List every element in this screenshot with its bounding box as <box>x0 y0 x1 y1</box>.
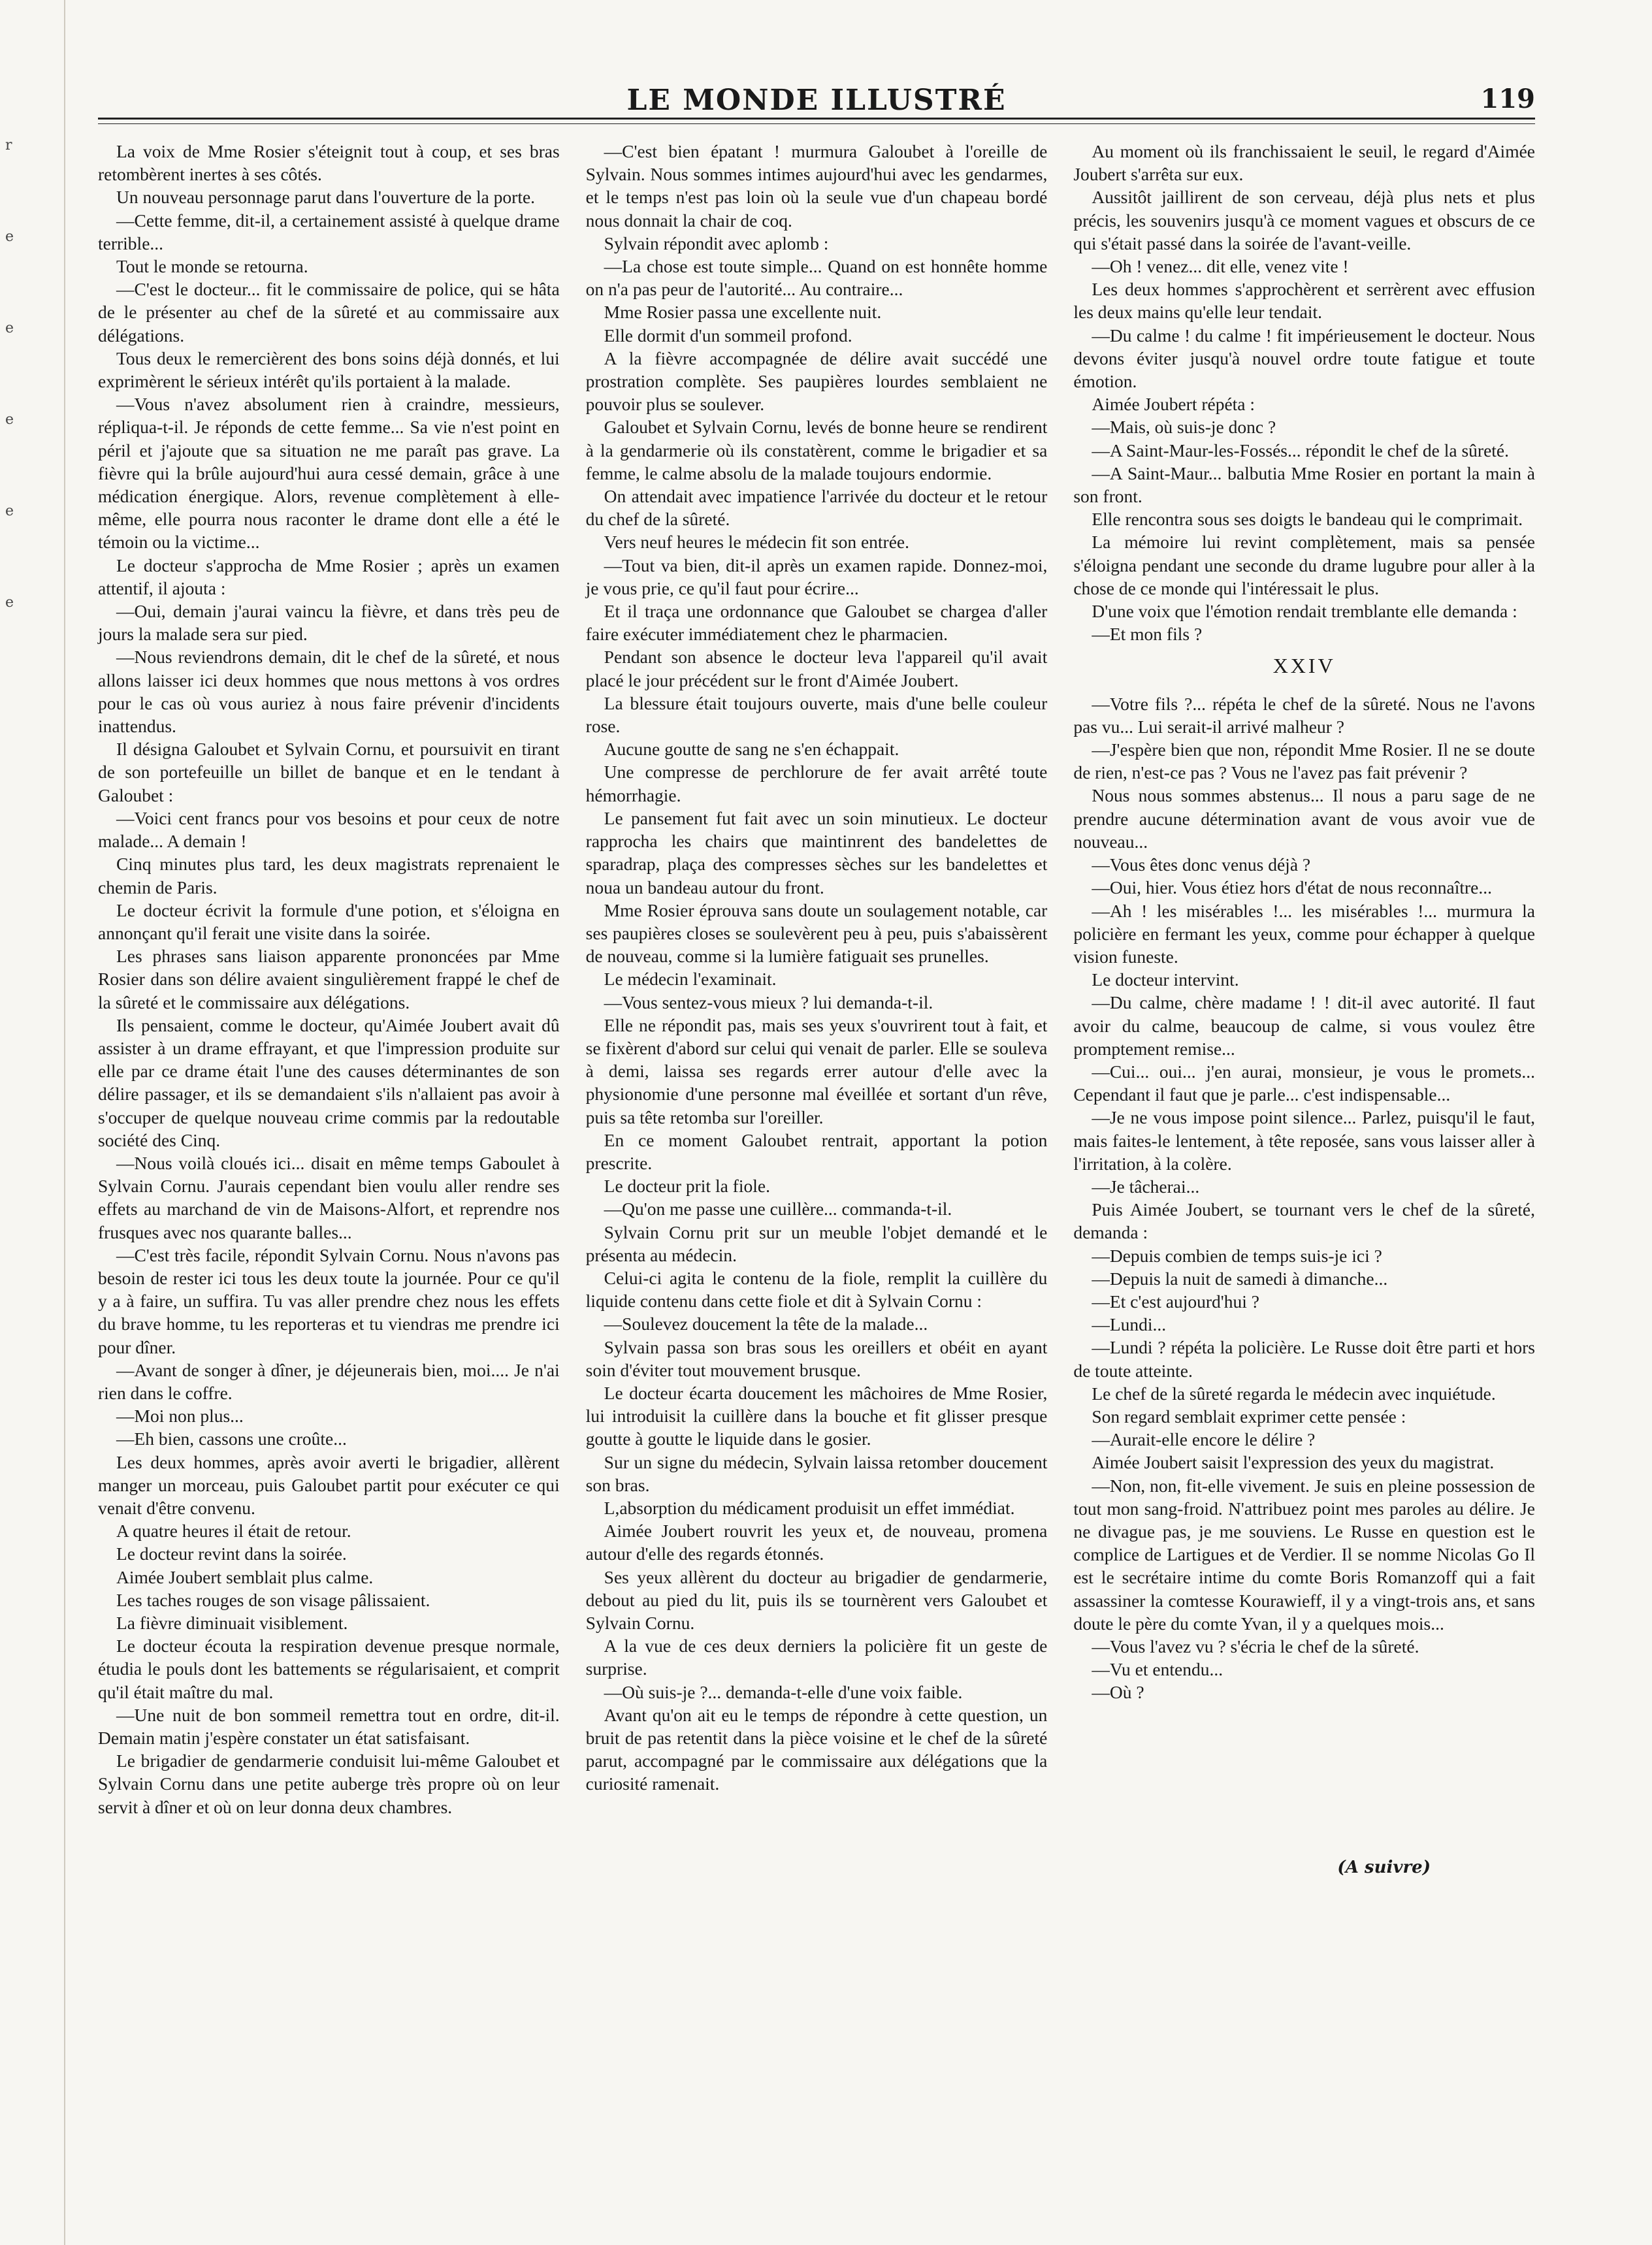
paragraph: —J'espère bien que non, répondit Mme Rosier. Il ne se doute de rien, n'est-ce pas ? Vous ne l'avez pas fait prévenir ? <box>1073 739 1536 783</box>
paragraph: Tout le monde se retourna. <box>116 256 308 277</box>
paragraph: A la fièvre accompagnée de délire avait succédé une prostration complète. Ses paupières lourdes semblaient ne pouvoir plus se soulever. <box>585 347 1048 415</box>
paragraph: Sylvain passa son bras sous les oreillers et obéit en ayant soin d'éviter tout mouvement brusque. <box>585 1336 1048 1380</box>
paragraph: —Je tâcherai... <box>1092 1176 1200 1197</box>
paragraph: —Où suis-je ?... demanda-t-elle d'une voix faible. <box>604 1681 963 1702</box>
text-columns <box>98 140 1535 1818</box>
paragraph: —C'est le docteur... fit le commissaire de police, qui se hâta de le présenter au chef de la sûreté et au commissaire aux délégations. <box>98 279 560 346</box>
column-3 <box>1073 140 1535 1818</box>
paragraph: Et il traça une ordonnance que Galoubet se chargea d'aller faire exécuter immédiatement chez le pharmacien. <box>585 601 1048 645</box>
page-number: 119 <box>1480 84 1535 114</box>
paragraph: —Non, non, fit-elle vivement. Je suis en pleine possession de tout mon sang-froid. N'attribuez point mes paroles au délire. Je ne divague pas, je me souviens. Le Russe en question est le complice de Lartigues et de Verdier. Il se nomme Nicolas Go Il est le secrétaire intime du comte Boris Romanzoff qui a fait assassiner la comtesse Kourawieff, il y a vingt-trois ans, et sans doute le père du comte Yvan, il y a quelques mois... <box>1073 1475 1536 1634</box>
paragraph: A la vue de ces deux derniers la policière fit un geste de surprise. <box>585 1636 1048 1679</box>
paragraph: —Depuis la nuit de samedi à dimanche... <box>1092 1268 1388 1289</box>
paragraph: —C'est bien épatant ! murmura Galoubet à l'oreille de Sylvain. Nous sommes intimes aujourd'hui avec les gendarmes, et le temps n'est pas loin où la seule vue d'un chapeau bordé nous donnait la chair de coq. <box>585 141 1048 231</box>
paragraph: —Du calme ! du calme ! fit impérieusement le docteur. Nous devons éviter jusqu'à nouvel ordre toute fatigue et toute émotion. <box>1073 325 1536 392</box>
paragraph: Le docteur revint dans la soirée. <box>116 1543 347 1564</box>
paragraph: Elle rencontra sous ses doigts le bandeau qui le comprimait. <box>1092 509 1523 530</box>
paragraph: —Voici cent francs pour vos besoins et pour ceux de notre malade... A demain ! <box>98 807 560 852</box>
paragraph: Cinq minutes plus tard, les deux magistrats reprenaient le chemin de Paris. <box>98 854 560 897</box>
paragraph: —Vous sentez-vous mieux ? lui demanda-t-il. <box>604 992 933 1012</box>
paragraph: —Vous l'avez vu ? s'écria le chef de la sûreté. <box>1092 1636 1419 1656</box>
masthead-title: LE MONDE ILLUSTRÉ <box>626 84 1007 117</box>
paragraph: A quatre heures il était de retour. <box>116 1521 351 1542</box>
paragraph: Ses yeux allèrent du docteur au brigadier de gendarmerie, debout au pied du lit, puis ils se tournèrent vers Galoubet et Sylvain Cornu. <box>585 1566 1048 1633</box>
margin-mark: e <box>5 320 14 336</box>
column-2 <box>586 140 1048 1818</box>
paragraph: D'une voix que l'émotion rendait tremblante elle demanda : <box>1092 601 1517 622</box>
paragraph: Elle dormit d'un sommeil profond. <box>604 325 852 346</box>
paragraph: —Eh bien, cassons une croûte... <box>116 1429 347 1449</box>
column-1 <box>98 140 560 1818</box>
paragraph: Avant qu'on ait eu le temps de répondre à cette question, un bruit de pas retentit dans la pièce voisine et le chef de la sûreté parut, accompagné par le commissaire aux délégations que la curiosité ramenait. <box>585 1704 1048 1794</box>
paragraph: Sylvain répondit avec aplomb : <box>604 233 829 253</box>
paragraph: —Avant de songer à dîner, je déjeunerais bien, moi.... Je n'ai rien dans le coffre. <box>98 1359 560 1403</box>
paragraph: —Votre fils ?... répéta le chef de la sûreté. Nous ne l'avons pas vu... Lui serait-il arrivé malheur ? <box>1073 693 1536 737</box>
paragraph: Nous nous sommes abstenus... Il nous a paru sage de ne prendre aucune détermination avant de vous avoir vue de nouveau... <box>1073 785 1536 852</box>
paragraph: Sur un signe du médecin, Sylvain laissa retomber doucement son bras. <box>585 1451 1048 1495</box>
paragraph: Il désigna Galoubet et Sylvain Cornu, et poursuivit en tirant de son portefeuille un billet de banque et en le tendant à Galoubet : <box>98 739 560 805</box>
paragraph: Le docteur intervint. <box>1092 969 1239 990</box>
paragraph: Le brigadier de gendarmerie conduisit lui-même Galoubet et Sylvain Cornu dans une petite auberge très propre où on leur servit à dîner et où on leur donna deux chambres. <box>98 1751 560 1817</box>
margin-mark: e <box>5 503 14 519</box>
paragraph: —A Saint-Maur-les-Fossés... répondit le chef de la sûreté. <box>1092 440 1510 460</box>
paragraph: —Où ? <box>1092 1682 1144 1703</box>
paragraph: L,absorption du médicament produisit un effet immédiat. <box>604 1497 1015 1518</box>
paragraph: —Et mon fils ? <box>1092 624 1203 645</box>
paragraph: —Ah ! les misérables !... les misérables !... murmura la policière en fermant les yeux, comme pour échapper à quelque vision funeste. <box>1073 900 1536 967</box>
paragraph: —Nous reviendrons demain, dit le chef de la sûreté, et nous allons laisser ici deux hommes que nous mettons à vos ordres pour le cas où vous auriez à nous faire prévenir d'incidents inattendus. <box>98 647 560 737</box>
paragraph: —Tout va bien, dit-il après un examen rapide. Donnez-moi, je vous prie, ce qu'il faut pour écrire... <box>585 555 1048 598</box>
paragraph: Le pansement fut fait avec un soin minutieux. Le docteur rapprocha les chairs que maintinrent des bandelettes de sparadrap, plaça des compresses sèches sur les bandelettes et noua un bandeau autour du front. <box>585 807 1048 897</box>
paragraph: Mme Rosier passa une excellente nuit. <box>604 302 882 323</box>
paragraph: —C'est très facile, répondit Sylvain Cornu. Nous n'avons pas besoin de rester ici tous les deux toute la journée. Pour ce qu'il y a à faire, un suffira. Tu vas aller prendre chez nous les effets du brave homme, tu les reporteras et tu viendras me prendre ici pour dîner. <box>98 1244 560 1357</box>
paragraph: Un nouveau personnage parut dans l'ouverture de la porte. <box>116 187 536 208</box>
margin-mark: e <box>5 412 14 428</box>
paragraph: —Vu et entendu... <box>1092 1659 1223 1680</box>
paragraph: —Vous êtes donc venus déjà ? <box>1092 854 1311 875</box>
paragraph: Puis Aimée Joubert, se tournant vers le chef de la sûreté, demanda : <box>1073 1199 1536 1243</box>
paragraph: Celui-ci agita le contenu de la fiole, remplit la cuillère du liquide contenu dans cette fiole et dit à Sylvain Cornu : <box>585 1267 1048 1312</box>
paragraph: —Vous n'avez absolument rien à craindre, messieurs, répliqua-t-il. Je réponds de cette femme... Sa vie n'est point en péril et j'ajoute que sa situation ne me paraît pas grave. La fièvre qui la brûle aujourd'hui aura cessé demain, grâce à une médication énergique. Alors, revenue complètement à elle-même, elle pourra nous raconter le drame dont elle a été le témoin ou la victime... <box>98 394 560 553</box>
paragraph: Aimée Joubert saisit l'expression des yeux du magistrat. <box>1092 1452 1495 1473</box>
paragraph: Les deux hommes, après avoir averti le brigadier, allèrent manger un morceau, puis Galoubet partit pour exécuter ce qui venait d'être convenu. <box>98 1451 560 1518</box>
paragraph: —Du calme, chère madame ! ! dit-il avec autorité. Il faut avoir du calme, beaucoup de calme, si vous voulez être promptement remise... <box>1073 992 1536 1059</box>
paragraph: Sylvain Cornu prit sur un meuble l'objet demandé et le présenta au médecin. <box>585 1221 1048 1265</box>
paragraph: Tous deux le remercièrent des bons soins déjà donnés, et lui exprimèrent le sérieux intérêt qu'ils portaient à la malade. <box>98 347 560 392</box>
paragraph: —Qu'on me passe une cuillère... commanda-t-il. <box>604 1199 952 1219</box>
paragraph: —Aurait-elle encore le délire ? <box>1092 1429 1316 1450</box>
paragraph: —Oui, demain j'aurai vaincu la fièvre, et dans très peu de jours la malade sera sur pied. <box>98 601 560 645</box>
paragraph: Le docteur écrivit la formule d'une potion, et s'éloigna en annonçant qu'il ferait une visite dans la soirée. <box>98 899 560 943</box>
paragraph: —Une nuit de bon sommeil remettra tout en ordre, dit-il. Demain matin j'espère constater un état satisfaisant. <box>98 1704 560 1749</box>
newspaper-page <box>98 78 1535 1877</box>
margin-mark: e <box>5 594 14 611</box>
paragraph: Aimée Joubert répéta : <box>1092 394 1255 415</box>
paragraph: Les deux hommes s'approchèrent et serrèrent avec effusion les deux mains qu'elle leur tendait. <box>1073 279 1536 323</box>
paragraph: Aimée Joubert semblait plus calme. <box>116 1566 374 1587</box>
paragraph: —Cui... oui... j'en aurai, monsieur, je vous le promets... Cependant il faut que je parle... c'est indispensable... <box>1073 1061 1536 1105</box>
paragraph: La voix de Mme Rosier s'éteignit tout à coup, et ses bras retombèrent inertes à ses côtés. <box>98 141 560 185</box>
margin-mark: r <box>5 137 12 153</box>
paragraph: La blessure était toujours ouverte, mais d'une belle couleur rose. <box>585 692 1048 737</box>
page-header <box>98 78 1535 120</box>
paragraph: Galoubet et Sylvain Cornu, levés de bonne heure se rendirent à la gendarmerie où ils constatèrent, comme le brigadier et sa femme, le calme absolu de la malade toujours endormie. <box>585 417 1048 483</box>
paragraph: Le docteur écarta doucement les mâchoires de Mme Rosier, lui introduisit la cuillère dans la bouche et fit glisser presque goutte à goutte le liquide dans le gosier. <box>585 1382 1048 1449</box>
paragraph: Mme Rosier éprouva sans doute un soulagement notable, car ses paupières closes se soulevèrent peu à peu, puis s'abaissèrent de nouveau, comme si la lumière fatiguait ses prunelles. <box>585 899 1048 967</box>
paragraph: —Oui, hier. Vous étiez hors d'état de nous reconnaître... <box>1092 877 1492 898</box>
binding-rule <box>64 0 65 2245</box>
paragraph: La mémoire lui revint complètement, mais sa pensée s'éloigna pendant une seconde du drame lugubre pour aller à la chose de ce monde qui l'intéressait le plus. <box>1073 532 1536 598</box>
paragraph: —Soulevez doucement la tête de la malade... <box>604 1314 928 1334</box>
paragraph: Vers neuf heures le médecin fit son entrée. <box>604 532 909 553</box>
paragraph: Le médecin l'examinait. <box>604 969 777 990</box>
paragraph: La fièvre diminuait visiblement. <box>116 1613 348 1633</box>
paragraph: En ce moment Galoubet rentrait, apportant la potion prescrite. <box>585 1129 1048 1173</box>
header-rule <box>98 123 1535 124</box>
paragraph: —Moi non plus... <box>116 1406 244 1427</box>
paragraph: Aussitôt jaillirent de son cerveau, déjà plus nets et plus précis, les souvenirs jusqu'à ce moment vagues et obscurs de ce qui s'était passé dans la soirée de l'avant-veille. <box>1073 187 1536 253</box>
paragraph: Les phrases sans liaison apparente prononcées par Mme Rosier dans son délire avaient singulièrement frappé le chef de la sûreté et le commissaire aux délégations. <box>98 946 560 1012</box>
paragraph: —Lundi ? répéta la policière. Le Russe doit être parti et hors de toute atteinte. <box>1073 1337 1536 1381</box>
paragraph: Le docteur prit la fiole. <box>604 1176 770 1197</box>
paragraph: Ils pensaient, comme le docteur, qu'Aimée Joubert avait dû assister à un drame effrayant, et que l'impression produite sur elle par ce drame était l'une des causes déterminantes de son délire passager, et ils se demandaient s'ils n'allaient pas avoir à s'occuper de quelque nouveau crime commis par la redoutable société des Cinq. <box>98 1014 560 1150</box>
left-margin-marks <box>0 98 26 2123</box>
paragraph: Une compresse de perchlorure de fer avait arrêté toute hémorrhagie. <box>585 762 1048 805</box>
paragraph: Elle ne répondit pas, mais ses yeux s'ouvrirent tout à fait, et se fixèrent d'abord sur celui qui venait de parler. Elle se souleva à demi, laissa ses regards errer autour d'elle avec la physionomie d'une personne mal éveillée et sortant d'un rêve, puis sa tête retomba sur l'oreiller. <box>585 1014 1048 1127</box>
to-be-continued: (A suivre) <box>1337 1857 1431 1877</box>
paragraph: —Oh ! venez... dit elle, venez vite ! <box>1092 256 1349 277</box>
paragraph: —Nous voilà cloués ici... disait en même temps Gaboulet à Sylvain Cornu. J'aurais cependant bien voulu aller rendre ses effets au marchand de vin de Maisons-Alfort, et reprendre nos frusques avec nos quarante balles... <box>98 1152 560 1242</box>
paragraph: —Mais, où suis-je donc ? <box>1092 417 1276 438</box>
paragraph: On attendait avec impatience l'arrivée du docteur et le retour du chef de la sûreté. <box>585 486 1048 530</box>
paragraph: Aimée Joubert rouvrit les yeux et, de nouveau, promena autour d'elle des regards étonnés. <box>585 1521 1048 1564</box>
paragraph: —La chose est toute simple... Quand on est honnête homme on n'a pas peur de l'autorité... Au contraire... <box>585 256 1048 300</box>
paragraph: Le docteur s'approcha de Mme Rosier ; après un examen attentif, il ajouta : <box>98 555 560 598</box>
paragraph: Le chef de la sûreté regarda le médecin avec inquiétude. <box>1092 1383 1496 1404</box>
paragraph: —Lundi... <box>1092 1314 1167 1335</box>
paragraph: —Cette femme, dit-il, a certainement assisté à quelque drame terrible... <box>98 210 560 253</box>
paragraph: Pendant son absence le docteur leva l'appareil qu'il avait placé le jour précédent sur le front d'Aimée Joubert. <box>585 647 1048 690</box>
paragraph: —Et c'est aujourd'hui ? <box>1092 1291 1259 1312</box>
chapter-heading: XXIV <box>1272 654 1336 678</box>
paragraph: Aucune goutte de sang ne s'en échappait. <box>604 739 899 760</box>
paragraph: Le docteur écouta la respiration devenue presque normale, étudia le pouls dont les battements se régularisaient, et comprit qu'il était maître du mal. <box>98 1636 560 1702</box>
paragraph: Au moment où ils franchissaient le seuil, le regard d'Aimée Joubert s'arrêta sur eux. <box>1073 141 1536 185</box>
paragraph: —Je ne vous impose point silence... Parlez, puisqu'il le faut, mais faites-le lentement, à tête reposée, sans vous laisser aller à l'irritation, à la colère. <box>1073 1107 1536 1174</box>
paragraph: Son regard semblait exprimer cette pensée : <box>1092 1406 1406 1427</box>
margin-mark: e <box>5 229 14 245</box>
paragraph: —A Saint-Maur... balbutia Mme Rosier en portant la main à son front. <box>1073 462 1536 507</box>
paragraph: —Depuis combien de temps suis-je ici ? <box>1092 1245 1382 1266</box>
paragraph: Les taches rouges de son visage pâlissaient. <box>116 1589 430 1610</box>
